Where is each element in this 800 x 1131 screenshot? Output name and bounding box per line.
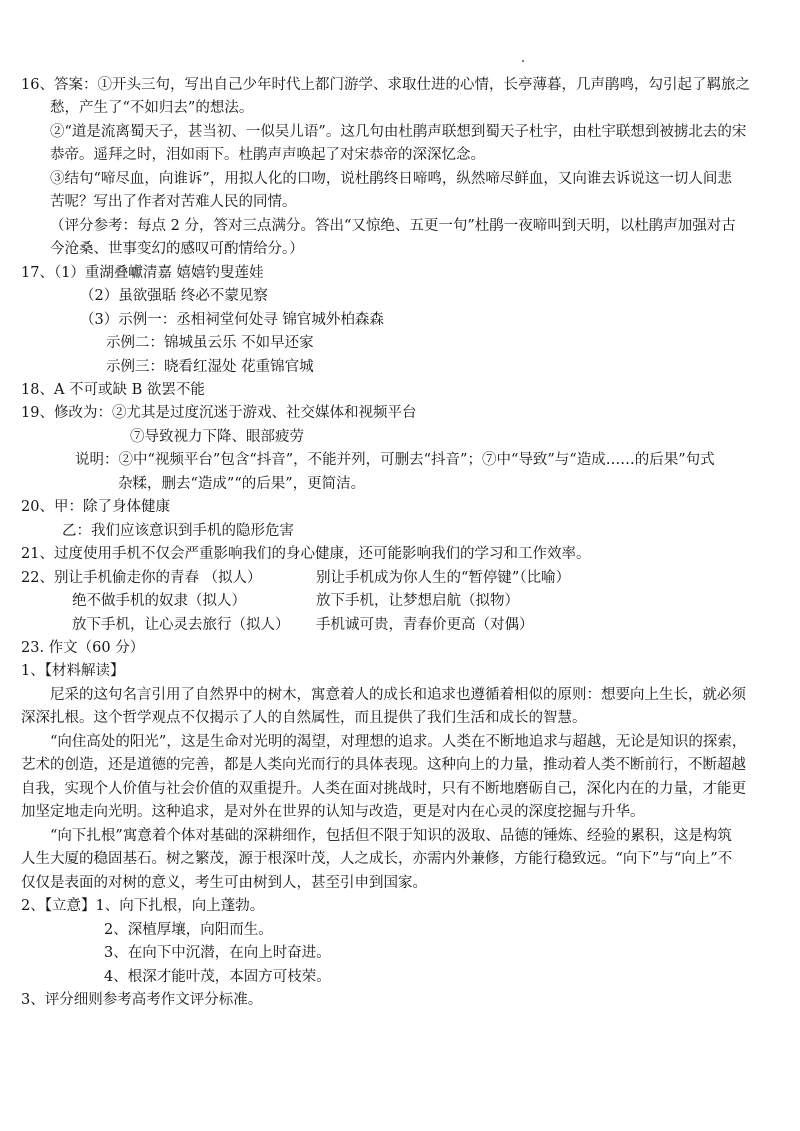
q20-line-2: 乙：我们应该意识到手机的隐形危害	[62, 523, 294, 539]
q23-theme-heading: 2、【立意】1、向下扎根，向上蓬勃。	[21, 898, 265, 914]
q16-line-1: 16、答案：①开头三句，写出自己少年时代上都门游学、求取仕进的心情，长亭薄暮，几声鹃鸣，勾引起了羁旅之	[21, 77, 750, 93]
q19-explanation-line-2: 杂糅，删去“造成”“的后果”，更简洁。	[118, 476, 366, 492]
q23-p1-line-2: 深深扎根。这个哲学观点不仅揭示了人的自然属性，而且提供了我们生活和成长的智慧。	[21, 710, 587, 726]
q17-line-4: 示例二：锦城虽云乐 不如早还家	[106, 335, 314, 351]
q18-line: 18、A 不可或缺 B 欲罢不能	[21, 382, 205, 398]
q16-line-5: ③结句“啼尽血，向谁诉”，用拟人化的口吻，说杜鹃终日啼鸣，纵然啼尽鲜血，又向谁去诉说这一切人间悲	[50, 171, 732, 187]
q17-line-5: 示例三：晓看红湿处 花重锦官城	[106, 359, 314, 375]
q23-material-heading: 1、【材料解读】	[21, 663, 125, 679]
q22-row-1-left: 22、别让手机偷走你的青春 （拟人）	[21, 570, 262, 586]
q23-title: 23. 作文（60 分）	[21, 640, 145, 656]
q20-line-1: 20、甲：除了身体健康	[21, 499, 170, 515]
q23-p3-line-1: “向下扎根”寓意着个体对基础的深耕细作，包括但不限于知识的汲取、品德的锤炼、经验的累积，这是构筑	[50, 828, 732, 844]
scan-speck	[522, 60, 524, 62]
q22-row-2-right: 放下手机，让梦想启航（拟物）	[316, 593, 519, 609]
q22-row-2-left: 绝不做手机的奴隶（拟人）	[72, 593, 246, 609]
q23-theme-3: 3、在向下中沉潜，在向上时奋进。	[104, 945, 331, 961]
q23-p2-line-1: “向住高处的阳光”，这是生命对光明的渴望，对理想的追求。人类在不断地追求与超越，无论是知识的探索，	[50, 734, 747, 750]
q17-line-2: （2）虽欲强聒 终必不蒙见察	[80, 288, 268, 304]
q23-p2-line-2: 艺术的创造，还是道德的完善，都是人类向光而行的具体表现。这种向上的力量，推动着人类不断前行，不断超越	[21, 757, 746, 773]
q23-p3-line-3: 仅仅是表面的对树的意义，考生可由树到人，甚至引申到国家。	[21, 875, 427, 891]
q23-theme-2: 2、深植厚壤，向阳而生。	[104, 922, 273, 938]
q16-scoring-note-line-2: 今沧桑、世事变幻的感叹可酌情给分。）	[50, 241, 304, 257]
q23-p3-line-2: 人生大厦的稳固基石。树之繁茂，源于根深叶茂，人之成长，亦需内外兼修，方能行稳致远。“向下”与“向上”不	[21, 851, 733, 867]
q23-p2-line-3: 自我，实现个人价值与社会价值的双重提升。人类在面对挑战时，只有不断地磨砺自己，深化内在的力量，才能更	[21, 781, 746, 797]
q22-row-3-right: 手机诚可贵，青春价更高（对偶）	[316, 617, 534, 633]
q16-line-4: 恭帝。遥拜之时，泪如雨下。杜鹃声声唤起了对宋恭帝的深深忆念。	[50, 147, 485, 163]
q22-row-3-left: 放下手机，让心灵去旅行（拟人）	[72, 617, 290, 633]
q19-explanation-line-1: 说明：②中“视频平台”包含“抖音”，不能并列，可删去“抖音”；⑦中“导致”与“造成……的后果”句式	[75, 452, 715, 468]
q23-scoring-rule: 3、评分细则参考高考作文评分标准。	[21, 992, 263, 1008]
q19-line-1: 19、修改为：②尤其是过度沉迷于游戏、社交媒体和视频平台	[21, 405, 417, 421]
q17-line-1: 17、（1）重湖叠巘清嘉 嬉嬉钓叟莲娃	[21, 265, 264, 281]
q21-line: 21、过度使用手机不仅会严重影响我们的身心健康，还可能影响我们的学习和工作效率。	[21, 546, 591, 562]
q16-line-3: ②“道是流离蜀天子，甚当初、一似吴儿语”。这几句由杜鹃声联想到蜀天子杜宇，由杜宇联想到被掳北去的宋	[50, 124, 747, 140]
q23-p2-line-4: 加坚定地走向光明。这种追求，是对外在世界的认知与改造，更是对内在心灵的深度挖掘与升华。	[21, 804, 645, 820]
q17-line-3: （3）示例一：丞相祠堂何处寻 锦官城外柏森森	[80, 312, 384, 328]
q16-line-2: 愁，产生了“不如归去”的想法。	[50, 100, 254, 116]
q23-theme-4: 4、根深才能叶茂，本固方可枝荣。	[104, 969, 331, 985]
q23-p1-line-1: 尼采的这句名言引用了自然界中的树木，寓意着人的成长和追求也遵循着相似的原则：想要向上生长，就必须	[50, 687, 746, 703]
q16-line-6: 苦呢？写出了作者对苦难人民的同情。	[50, 194, 297, 210]
q16-scoring-note-line-1: （评分参考：每点 2 分，答对三点满分。答出“又惊绝、五更一句”杜鹃一夜啼叫到天明，以杜鹃声加强对古	[50, 218, 736, 234]
q19-line-2: ⑦导致视力下降、眼部疲劳	[130, 429, 304, 445]
q22-row-1-right: 别让手机成为你人生的“暂停键”（比喻）	[316, 570, 571, 586]
